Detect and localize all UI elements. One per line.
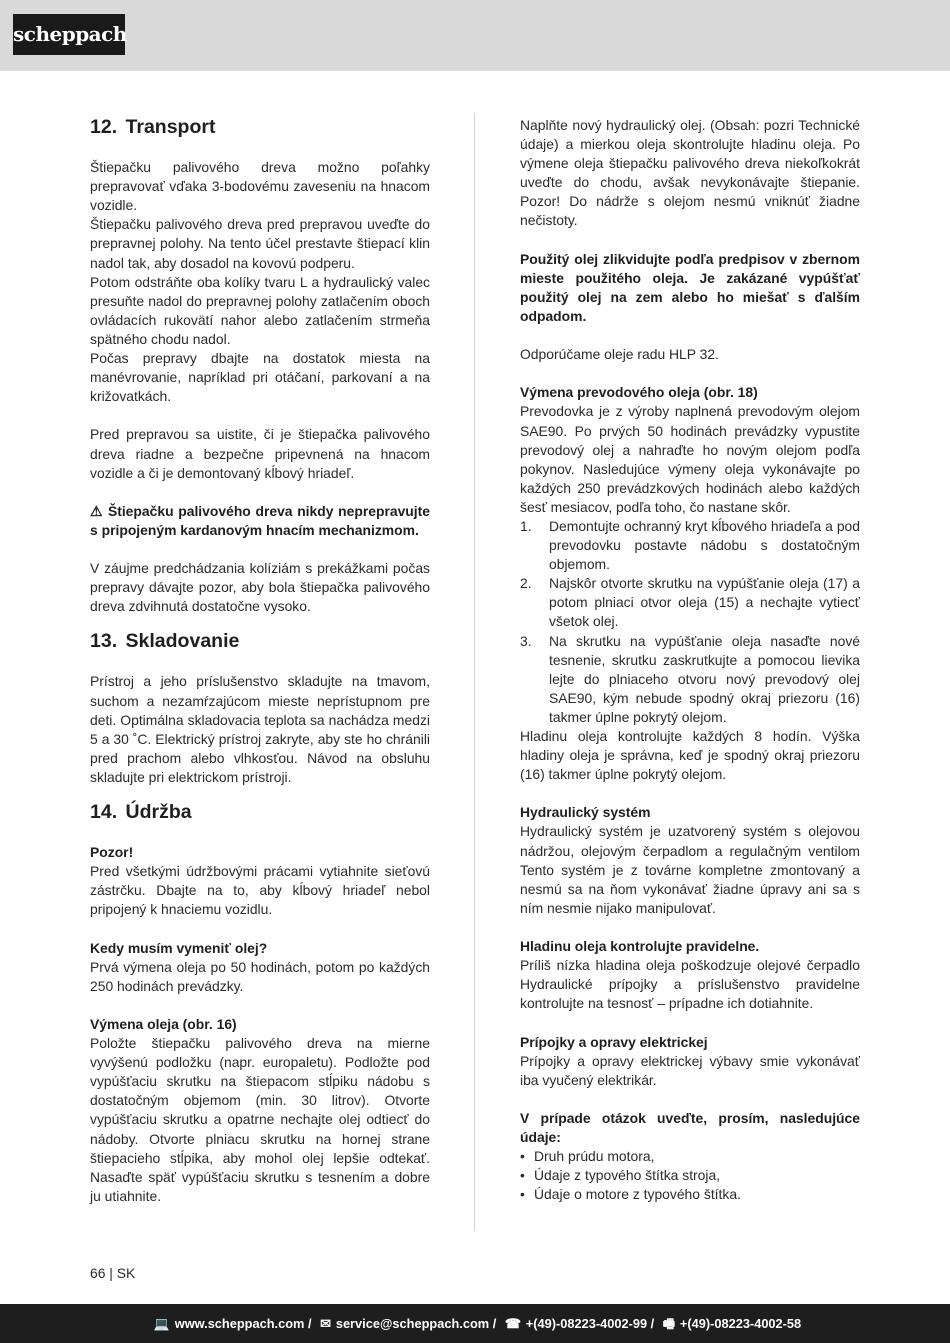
section-title: Skladovanie [125,630,240,653]
page-number-value: 66 [90,1265,106,1281]
section-title: Transport [125,116,216,138]
subheading-kedy: Kedy musím vymeniť olej? [90,939,268,956]
fax-number: +(49)-08223-4002-58 [679,1316,802,1331]
paragraph: Pred všetkými údržbovými prácami vytiahnite sieťovú zástrčku. Dbajte na to, aby kĺbový hriadeľ nebol pripojený k hnaciemu vozidlu. [90,863,430,918]
list-item [520,632,860,727]
left-column [90,116,430,1206]
paragraph: Hladinu oleja kontrolujte každých 8 hodín. Výška hladiny oleja je správna, keď je spodný okraj priezoru (16) takmer úplne pokrytý olejom. [520,728,860,783]
list-item [520,517,860,574]
list-item [520,574,860,631]
list-text: Údaje z typového štítka stroja, [534,1167,721,1184]
phone-icon: ☎ [504,1316,521,1331]
section-number: 13. [90,630,118,653]
list-number: 1. [520,517,532,534]
computer-icon: 💻 [153,1316,170,1331]
list-text: Demontujte ochranný kryt kĺbového hriadeľa a pod prevodovku postavte nádobu s dostatočným objemom. [549,517,860,573]
phone-number: +(49)-08223-4002-99 [525,1316,648,1331]
list-number: 3. [520,632,532,649]
language-code: SK [116,1265,136,1281]
scheppach-logo: scheppach [13,14,125,55]
warning-note [90,502,430,540]
page-number: 66 | SK [90,1265,136,1281]
subheading-hladina-oleja: Hladinu oleja kontrolujte pravidelne. [520,938,760,955]
paragraph: Počas prepravy dbajte na dostatok miesta na manévrovanie, napríklad pri otáčaní, parkovaní a na križovatkách. [90,350,430,405]
paragraph: Hydraulický systém je uzatvorený systém s olejovou nádržou, olejovým čerpadlom a regulačným ventilom Tento systém je z továrne kompletne zmontovaný a nesmú sa na ňom vykonávať žiadne úpravy ani sa s ním nesmie nijako manipulovať. [520,823,860,916]
paragraph: Pred prepravou sa uistite, či je štiepačka palivového dreva riadne a bezpečne pripevnená na hnacom vozidle a či je demontovaný kĺbový hriadeľ. [90,426,430,481]
paragraph: Štiepačku palivového dreva pred prepravou uveďte do prepravnej polohy. Na tento účel prestavte štiepací klin nadol tak, aby dosadol na kovovú podperu. [90,216,430,271]
bold-notice: Použitý olej zlikvidujte podľa predpisov v zbernom mieste použitého oleja. Je zakázané vypúšťať použitý olej na zem alebo ho miešať s ďalším odpadom. [520,250,860,324]
warning-triangle-icon: ⚠ [90,502,104,519]
subheading-otazky: V prípade otázok uveďte, prosím, nasledujúce údaje: [520,1109,860,1145]
paragraph: Položte štiepačku palivového dreva na mierne vyvýšenú podložku (napr. europaletu). Podložte pod vypúšťaciu skrutku na štiepacom stĺpiku nádobu s dostatočným objemom (min. 30 litrov). Otvorte vypúšťaciu skrutku a opatrne nechajte olej odtiecť do nádoby. Otvorte plniacu skrutku na hornej strane štiepacieho stĺpika, aby mohol olej lepšie odtekať. Nasaďte späť vypúšťaciu skrutku s tesnením a dobre ju utiahnite. [90,1035,430,1204]
paragraph: Prvá výmena oleja po 50 hodinách, potom po každých 250 hodinách prevádzky. [90,958,430,994]
subheading-elektricke-pripojky: Prípojky a opravy elektrickej [520,1033,708,1050]
fax-icon: 🖷 [662,1316,675,1331]
paragraph: Prístroj a jeho príslušenstvo skladujte na tmavom, suchom a nezamŕzajúcom mieste neprístupnom pre deti. Optimálna skladovacia teplota sa nachádza medzi 5 a 30 ˚C. Elektrický prístroj zakryte, aby ste ho chránili pred prachom alebo vlhkosťou. Návod na obsluhu skladujte pri elektrickom prístroji. [90,673,430,785]
bullet-icon: • [520,1167,525,1184]
paragraph: Príliš nízka hladina oleja poškodzuje olejové čerpadlo Hydraulické prípojky a príslušenstvo pravidelne kontrolujte na tesnosť – prípadne ich dotiahnite. [520,957,860,1012]
paragraph: V záujme predchádzania kolíziám s prekážkami počas prepravy dávajte pozor, aby bola štiepačka palivového dreva zdvihnutá dostatočne vysoko. [90,560,430,615]
section-heading-skladovanie [90,630,430,653]
bullet-icon: • [520,1186,525,1203]
column-divider [474,113,475,1231]
list-item [520,1147,860,1166]
subheading-pozor: Pozor! [90,844,134,861]
section-heading-transport [90,116,430,139]
subheading-prevodovy-olej: Výmena prevodového oleja (obr. 18) [520,384,758,401]
steps-list [520,517,860,727]
list-text: Druh prúdu motora, [534,1148,655,1165]
section-number: 12. [90,116,118,138]
paragraph: Potom odstráňte oba kolíky tvaru L a hydraulický valec presuňte nadol do prepravnej polohy zatlačením oboch ovládacích rukovätí nahor alebo zatlačením strmeňa spätného chodu nadol. [90,273,430,347]
bullet-list [520,1147,860,1204]
section-title: Údržba [125,801,192,823]
paragraph: Prípojky a opravy elektrickej výbavy smie vykonávať iba vyučený elektrikár. [520,1052,860,1088]
list-text: Najskôr otvorte skrutku na vypúšťanie oleja (17) a potom plniaci otvor oleja (15) a nechajte vytiecť všetok olej. [549,575,860,630]
paragraph: Štiepačku palivového dreva možno poľahky prepravovať vďaka 3-bodovému zaveseniu na hnacom vozidle. [90,159,430,214]
website-link[interactable]: www.scheppach.com [174,1316,305,1331]
warning-text: Štiepačku palivového dreva nikdy neprepravujte s pripojeným kardanovým hnacím mechanizmom. [90,502,431,538]
right-column [520,116,860,1204]
paragraph: Prevodovka je z výroby naplnená prevodovým olejom SAE90. Po prvých 50 hodinách prevádzky vypustite prevodový olej a nahraďte ho novým olejom podľa pokynov. Nasledujúce výmeny oleja vykonávajte po každých 250 prevádzkových hodinách alebo každých šesť mesiacov, podľa toho, čo nastane skôr. [520,403,860,515]
subheading-hydraulicky-system: Hydraulický systém [520,804,651,821]
section-number: 14. [90,801,118,823]
section-heading-udrzba [90,801,430,824]
subheading-vymena-oleja: Výmena oleja (obr. 16) [90,1015,237,1032]
list-text: Na skrutku na vypúšťanie oleja nasaďte nové tesnenie, skrutku zaskrutkujte a pomocou lievika lejte do plniaceho otvoru nový prevodový olej SAE90, kým nebude spodný okraj priezoru (16) takmer úplne pokrytý olejom. [549,632,860,725]
paragraph: Odporúčame oleje radu HLP 32. [520,346,719,363]
mail-icon: ✉ [320,1316,331,1331]
list-item [520,1185,860,1204]
list-text: Údaje o motore z typového štítka. [534,1186,741,1203]
paragraph: Naplňte nový hydraulický olej. (Obsah: pozri Technické údaje) a mierkou oleja skontrolujte hladinu oleja. Po výmene oleja štiepačku palivového dreva niekoľkokrát uveďte do chodu, avšak nevykonávajte štiepanie. Pozor! Do nádrže s olejom nesmú vniknúť žiadne nečistoty. [520,117,860,229]
bullet-icon: • [520,1148,525,1165]
header-bar [0,0,950,71]
contact-bar: 💻 www.scheppach.com / ✉ service@scheppach.com / ☎ +(49)-08223-4002-99 / 🖷 +(49)-08223-4002-58 [0,1304,950,1343]
list-number: 2. [520,575,532,592]
email-link[interactable]: service@scheppach.com [335,1316,490,1331]
list-item [520,1166,860,1185]
